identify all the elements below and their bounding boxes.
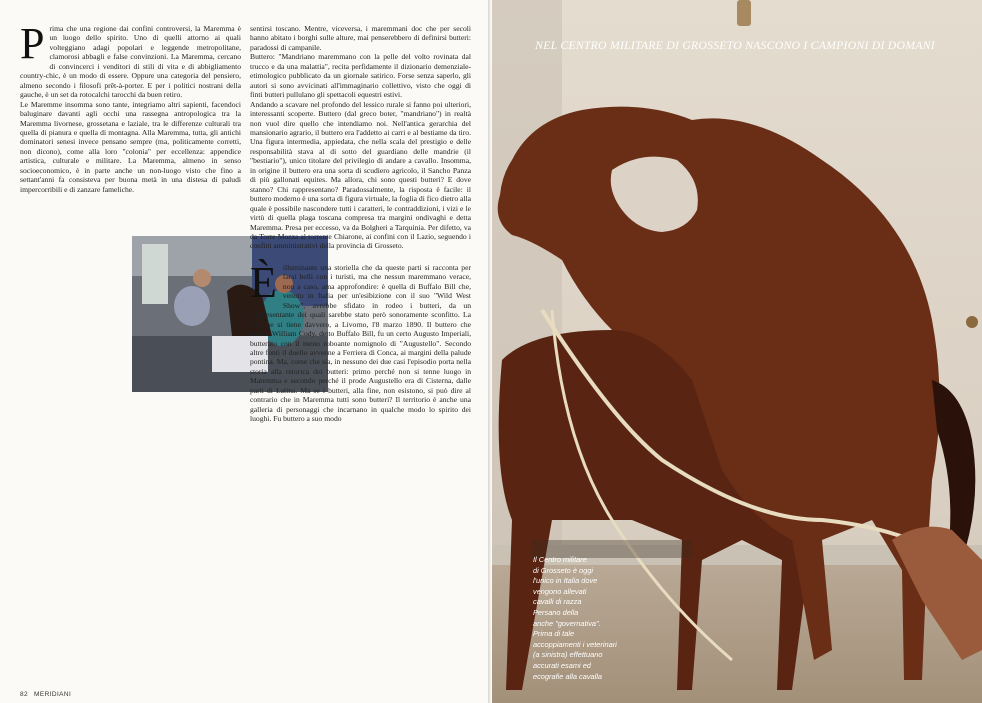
drop-cap-p: P	[20, 24, 45, 68]
caption-line: Il Centro militare	[533, 555, 587, 564]
photo-caption	[533, 555, 619, 682]
page-footer	[20, 691, 71, 698]
body-paragraph: sentirsi toscano. Mentre, viceversa, i maremmani doc che per secoli hanno abitato i borghi sulle alture, mai penserebbero di definirsi butteri: paradossi di campanile.	[250, 24, 471, 52]
caption-line: accurati esami ed	[533, 660, 591, 670]
photo-headline: NEL CENTRO MILITARE DI GROSSETO NASCONO I CAMPIONI DI DOMANI	[535, 38, 935, 52]
page-number: 82	[20, 691, 29, 698]
caption-line: Persano della	[533, 607, 579, 617]
drop-cap-e: È	[250, 257, 277, 307]
body-paragraph: Buttero: "Mandriano maremmano con la pelle del volto rovinata dal trucco e da una malattia", recita perfidamente il dizionario demenziale-etimologico pubblicato da un giornale satirico. Forse senza saperlo, gli autori si sono avvicinati all'immaginario collettivo, visto che oggi di finti butteri pullulano gli spettacoli equestri estivi.	[250, 52, 471, 100]
caption-line: anche "governativa".	[533, 618, 601, 628]
caption-line: (a sinistra) effettuano	[533, 650, 603, 660]
left-page	[0, 0, 488, 703]
intro-paragraph: Prima che una regione dai confini controversi, la Maremma è un luogo dello spirito. Uno di quelli attorno ai quali volteggiano adagi popolari e leggende metropolitane, clamorosi abbagli e false convinzioni. La Maremma, cercano di convincerci i venditori di stili di vita e di abbigliamento country-chic, è un modo di essere. Oppure una categoria del pensiero, almeno secondo i filosofi prêt-à-porter. E per i politici nostrani della gauche, è un set da rotocalchi tarocchi da buen retiro.	[20, 24, 241, 100]
section-paragraph: Èilluminante una storiella che da queste parti si racconta per farsi belli con i turisti, ma che nessun maremmano verace, non a caso, ama approfondire: è quella di Buffalo Bill che, venuto in Italia per un'esibizione con il suo "Wild West Show", avrebbe sfidato in rodeo i butteri, da un rappresentante dei quali sarebbe stato però sonoramente sconfitto. La tenzone si tiene davvero, a Livorno, l'8 marzo 1890. Il buttero che umiliò William Cody, detto Buffalo Bill, fu un certo Augusto Imperiali, butterato con il meno roboante nomignolo di "Augustello". Secondo altre fonti il duello avvenne a Ferriera di Conca, ai margini della palude pontina. Ma, come che sia, in nessuno dei due casi l'episodio porta nella storia alla retorica dei butteri: primo perché non si tenne luogo in Maremma e secondo perché il prode Augustello era di Cisterna, dalle parti di Latina. Ma se i butteri, alla fine, non esistono, si può dire al contrario che in Maremma tutti sono butteri? Il territorio è anche una galleria di personaggi che incarnano in qualche modo lo spirito dei luoghi. Fu buttero a suo modo	[250, 257, 471, 424]
text-column-2	[250, 24, 471, 670]
magazine-name: MERIDIANI	[34, 691, 72, 698]
caption-line: cavalli di razza	[533, 597, 582, 607]
caption-line: l'unico in Italia dove	[533, 576, 598, 586]
body-paragraph: Andando a scavare nel profondo del lessico rurale si fanno poi ulteriori, interessanti scoperte. Buttero (dal greco boter, "mandriano") in realtà non vuol dire quello che intendiamo noi. Nell'antica gerarchia del mansionario agrario, il buttero era l'addetto ai carri e al bestiame da tiro. Una figura intermedia, appiedata, che nella scala del prestigio e delle responsabilità stava al di sotto del guardiano delle mandrie (il "bestiario"), unico titolare del privilegio di andare a cavallo. Insomma, in origine il buttero era una sorta di scudiero agricolo, il Sancho Panza di più gallonati equites. Ma allora, chi sono questi butteri? E dove stanno? Chi rappresentano? Paradossalmente, la risposta è facile: il buttero moderno è una sorta di figura virtuale, la foglia di fico dietro alla quale è possibile nascondere tutti i caratteri, le contraddizioni, i vizi e le virtù di quella plaga toscana compresa tra margini ondivaghi e detta Maremma. Presa per eccesso, va da Bolgheri a Tarquinia. Per difetto, va da Torre Mozza al torrente Chiarone, ai confini con il Lazio, seguendo i confini amministrativi della provincia di Grosseto.	[250, 99, 471, 251]
caption-line: Prima di tale	[533, 629, 575, 639]
caption-line: vengono allevati	[533, 586, 587, 596]
caption-line: ecografie alla cavalla	[533, 671, 603, 681]
caption-line: accoppiamenti i veterinari	[533, 639, 617, 649]
caption-line: di Grosseto è oggi	[533, 565, 593, 575]
body-paragraph: Le Maremme insomma sono tante, integriamo altri sapienti, facendoci baluginare davanti agli occhi una rassegna antropologica tra la Maremma livornese, grossetana e laziale, tra le differenze culturali tra quella di pianura e quella di montagna. Alla Maremma, tutta, gli antichi dominatori senesi invece pensano sempre (ma, politicamente corretti, non dicono), come alla loro "colonia" per eccellenza: appendice artistica, culturale e militare. La Maremma, almeno in senso socioeconomico, è in parte anche un non-luogo visto che fino a settant'anni fa consisteva per buona metà in una distesa di paludi impercorribili e di zanzare fameliche.	[20, 99, 241, 194]
